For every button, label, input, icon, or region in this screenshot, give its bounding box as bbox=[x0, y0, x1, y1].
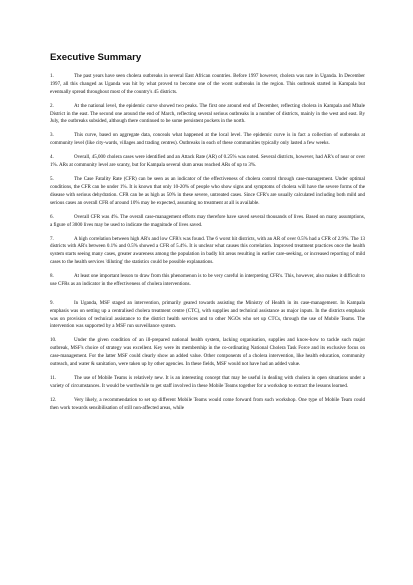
summary-body bbox=[50, 73, 365, 419]
paragraph-text: The use of Mobile Teams is relatively new. It is an interesting concept that may be useful in dealing with cholera in open situations under a variety of circumstances. It would be worthwhile to get staff involved in these Mobile Teams together for a workshop to extract the lessons learned. bbox=[50, 375, 365, 389]
paragraph-number: 5. bbox=[50, 176, 54, 183]
paragraph-number: 4. bbox=[50, 154, 54, 161]
paragraph-4 bbox=[50, 154, 365, 170]
paragraph-10 bbox=[50, 337, 365, 368]
paragraph-9 bbox=[50, 300, 365, 331]
paragraph-5 bbox=[50, 176, 365, 207]
paragraph-number: 3. bbox=[50, 132, 54, 139]
paragraph-12 bbox=[50, 397, 365, 413]
paragraph-text: Very likely, a recommendation to set up different Mobile Teams would come forward from such workshop. One type of Mobile Team could then work towards sensibilisation of still non-affected areas, while bbox=[50, 396, 365, 411]
paragraph-text: This curve, based on aggregate data, conceals what happened at the local level. The epidemic curve is in fact a collection of outbreaks at community level (like city-wards, villages and trading centres). Outbreaks in each of these communities typically only lasted a few weeks. bbox=[50, 132, 365, 147]
paragraph-number: 2. bbox=[50, 102, 54, 109]
paragraph-number: 6. bbox=[50, 213, 54, 220]
paragraph-number: 7. bbox=[50, 235, 54, 242]
paragraph-text: Under the given condition of an ill-prepared national health system, lacking organisation, supplies and know-how to tackle such major outbreak, MSF's choice of strategy was excellent. Key were its membership in the co-ordinating National Cholera Task Force and its exclusive focus on case-management. For the latter MSF could clearly show an added value. Other components of a cholera intervention, like health education, community outreach, and water & sanitation, were taken up by other agencies. In these fields, MSF would not have had an added value. bbox=[50, 337, 365, 367]
paragraph-6 bbox=[50, 214, 365, 230]
paragraph-8 bbox=[50, 273, 365, 289]
paragraph-text: The Case Fatality Rate (CFR) can be seen as an indicator of the effectiveness of cholera control through case-management. Under optimal conditions, the CFR can be under 1%. It is known that only 10-20% of people who show signs and symptoms of cholera will have the severe forms of the disease with serious dehydration. CFR can be as high as 50% in these severe, untreated cases. Since CFR's are usually calculated including both mild and serious cases an overall CFR of around 10% may be expected, assuming no treatment at all is available. bbox=[50, 176, 365, 206]
paragraph-1 bbox=[50, 73, 365, 97]
page-title: Executive Summary bbox=[50, 52, 142, 63]
paragraph-text: Overall, 45,000 cholera cases were identified and an Attack Rate (AR) of 0.25% was noted. Several districts, however, had AR's of near or over 1%. ARs at community level are scanty, but for Kampala several slum areas reached ARs of up to 3%. bbox=[50, 154, 365, 169]
paragraph-number: 10. bbox=[50, 337, 57, 344]
paragraph-number: 9. bbox=[50, 299, 54, 306]
paragraph-number: 12. bbox=[50, 396, 57, 403]
paragraph-text: At least one important lesson to draw from this phenomenon is to be very careful in interpreting CFR's. This, however, also makes it difficult to use CFRs as an indicator in the effectiveness of cholera interventions. bbox=[50, 273, 365, 288]
paragraph-11 bbox=[50, 375, 365, 391]
paragraph-text: A high correlation between high AR's and low CFR's was found. The 6 worst hit districts, with an AR of over 0.5% had a CFR of 2.9%. The 13 districts with AR's between 0.1% and 0.5% showed a CFR of 5.4%. It is unclear what causes this correlation. Improved treatment practices once the health system starts seeing many cases, greater awareness among the population in badly hit areas resulting in earlier care-seeking, or increased reporting of mild cases to the health services 'diluting' the statistics could be possible explanations. bbox=[50, 235, 365, 266]
paragraph-2 bbox=[50, 103, 365, 127]
paragraph-text: In Uganda, MSF staged an intervention, primarily geared towards assisting the Ministry of Health in its case-management. In Kampala emphasis was on setting up a centralised cholera treatment centre (CTC), with supplies and technical assistance as major inputs. In the districts emphasis was on provision of technical assistance to the district health services and to other NGOs who set up CTCs, through the use of Mobile Teams. The intervention was supported by a MSF run surveillance system. bbox=[50, 299, 365, 330]
paragraph-3 bbox=[50, 132, 365, 148]
paragraph-number: 8. bbox=[50, 273, 54, 280]
paragraph-number: 1. bbox=[50, 73, 54, 79]
paragraph-7 bbox=[50, 236, 365, 267]
paragraph-text: The past years have seen cholera outbreaks in several East African countries. Before 1997 however, cholera was rare in Uganda. In December 1997, all this changed as Uganda was hit by what proved to become one of the worst outbreaks in the region. This outbreak started in Kampala but eventually spread throughout most of the country's 45 districts. bbox=[50, 73, 365, 95]
paragraph-text: Overall CFR was 4%. The overall case-management efforts may therefore have saved several thousands of lives. Based on many assumptions, a figure of 3000 lives may be used to indicate the magnitude of lives saved. bbox=[50, 213, 365, 228]
paragraph-number: 11. bbox=[50, 375, 57, 381]
paragraph-text: At the national level, the epidemic curve showed two peaks. The first one around end of December, reflecting cholera in Kampala and Mbale District in the east. The second one around the end of March, reflecting several serious outbreaks in a number of districts, mainly in the west and east. By July, the outbreaks subsided, although there continued to be some persistent pockets in the north. bbox=[50, 102, 365, 125]
